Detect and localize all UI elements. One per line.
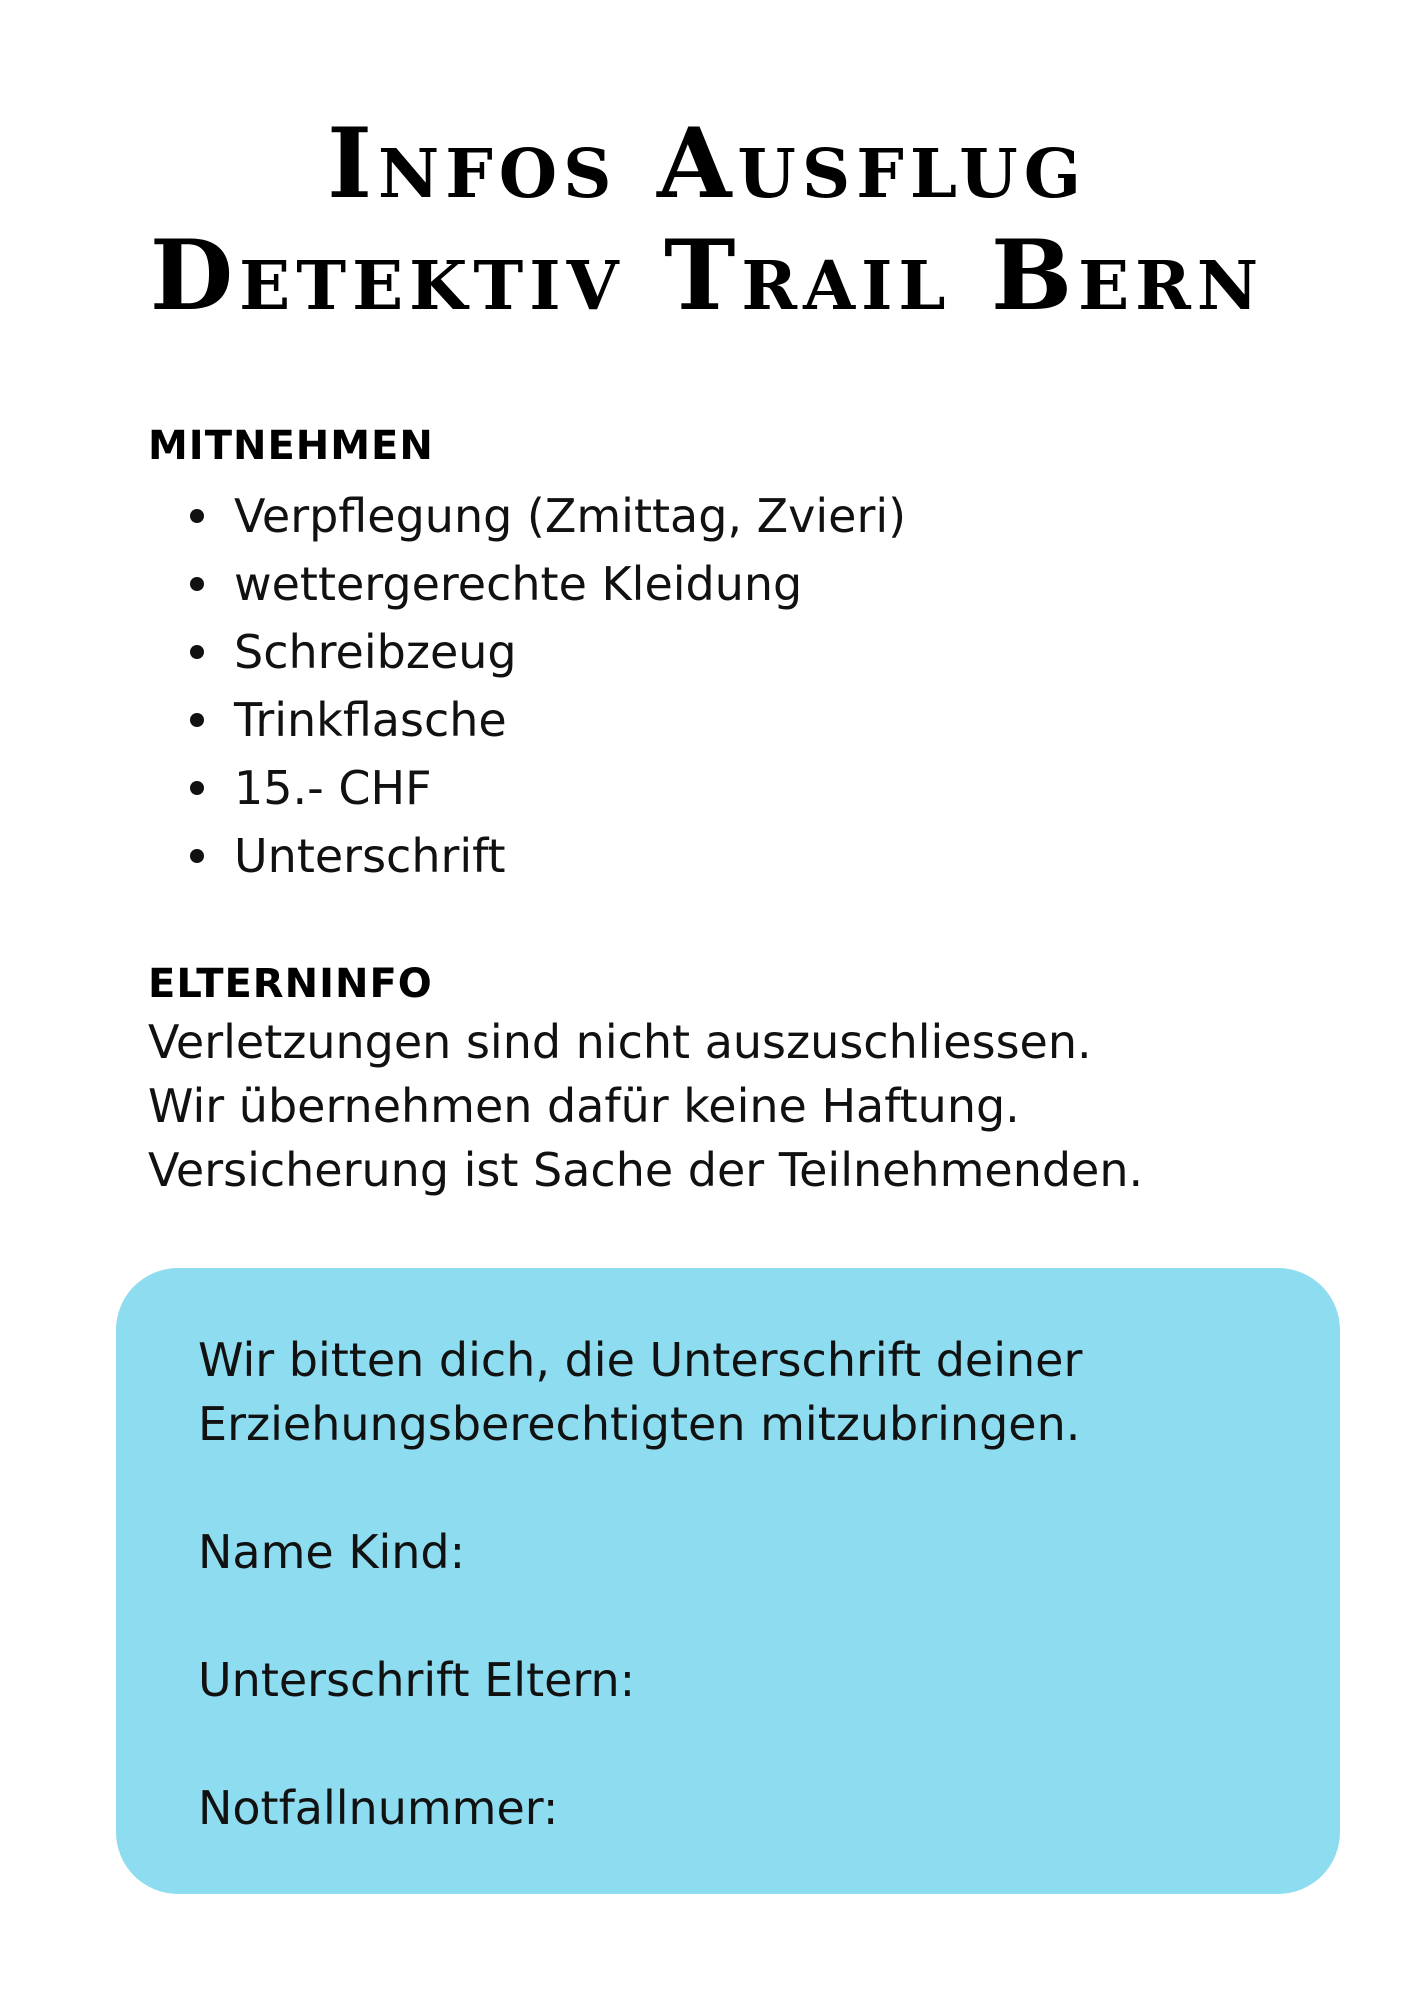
bullet-icon <box>190 849 204 863</box>
elterninfo-line-1: Verletzungen sind nicht auszuschliessen. <box>148 1015 1092 1069</box>
page-title <box>0 108 1414 332</box>
list-item <box>148 618 1348 686</box>
list-item-label: 15.- CHF <box>234 761 432 815</box>
list-item <box>148 482 1348 550</box>
list-item-label: wettergerechte Kleidung <box>234 557 803 611</box>
signature-intro <box>198 1328 1340 1456</box>
bullet-icon <box>190 645 204 659</box>
list-item-label: Schreibzeug <box>234 625 517 679</box>
notfallnummer-field[interactable]: Notfallnummer: <box>198 1781 559 1835</box>
spacer <box>198 1584 1340 1648</box>
unterschrift-eltern-field[interactable]: Unterschrift Eltern: <box>198 1653 636 1707</box>
title-line-1: Infos Ausflug <box>327 107 1087 220</box>
bullet-icon <box>190 577 204 591</box>
elterninfo-text <box>148 1010 1348 1202</box>
list-item-label: Trinkflasche <box>234 693 507 747</box>
signature-intro-line-1: Wir bitten dich, die Unterschrift deiner <box>198 1333 1083 1387</box>
spacer <box>198 1712 1340 1776</box>
elterninfo-line-2: Wir übernehmen dafür keine Haftung. <box>148 1079 1020 1133</box>
title-line-2: Detektiv Trail Bern <box>149 219 1265 332</box>
list-item <box>148 686 1348 754</box>
elterninfo-line-3: Versicherung ist Sache der Teilnehmenden. <box>148 1143 1144 1197</box>
list-item <box>148 754 1348 822</box>
list-item <box>148 822 1348 890</box>
name-kind-field[interactable]: Name Kind: <box>198 1525 466 1579</box>
elterninfo-section <box>148 958 1348 1202</box>
list-item-label: Verpflegung (Zmittag, Zvieri) <box>234 489 907 543</box>
list-item-label: Unterschrift <box>234 829 506 883</box>
bullet-icon <box>190 713 204 727</box>
list-item <box>148 550 1348 618</box>
mitnehmen-heading: MITNEHMEN <box>148 423 434 469</box>
mitnehmen-section <box>148 420 1348 890</box>
elterninfo-heading: ELTERNINFO <box>148 961 433 1007</box>
signature-box <box>116 1268 1340 1894</box>
mitnehmen-list <box>148 482 1348 890</box>
bullet-icon <box>190 509 204 523</box>
bullet-icon <box>190 781 204 795</box>
signature-intro-line-2: Erziehungsberechtigten mitzubringen. <box>198 1397 1081 1451</box>
spacer <box>198 1456 1340 1520</box>
